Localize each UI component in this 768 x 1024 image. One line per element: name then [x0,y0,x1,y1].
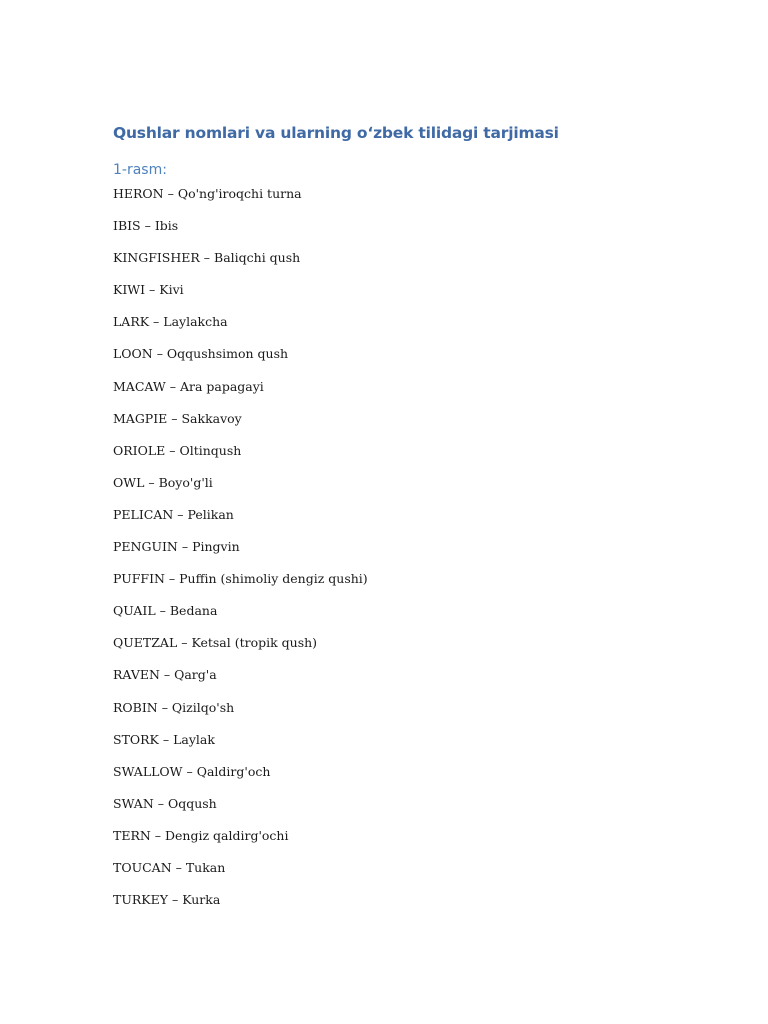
list-item: RAVEN – Qarg'a [113,667,217,683]
list-item: ORIOLE – Oltinqush [113,442,242,458]
list-item: MAGPIE – Sakkavoy [113,410,242,426]
list-item: ROBIN – Qizilqo'sh [113,699,235,715]
list-item: QUAIL – Bedana [113,603,218,619]
list-item: MACAW – Ara papagayi [113,378,264,394]
document-title: Qushlar nomlari va ularning oʻzbek tilidagi tarjimasi [113,124,559,142]
list-item: QUETZAL – Ketsal (tropik qush) [113,635,318,651]
list-item: KIWI – Kivi [113,282,184,298]
list-item: HERON – Qo'ng'iroqchi turna [113,186,302,201]
list-item: LARK – Laylakcha [113,314,228,330]
list-item: TOUCAN – Tukan [113,859,226,875]
list-item: STORK – Laylak [113,731,215,747]
section-heading: 1-rasm: [113,162,167,178]
list-item: PENGUIN – Pingvin [113,539,240,555]
bird-name-list [113,184,368,922]
list-item: TURKEY – Kurka [113,892,221,908]
list-item: SWAN – Oqqush [113,795,217,811]
list-item: LOON – Oqqushsimon qush [113,346,289,362]
list-item: PUFFIN – Puffin (shimoliy dengiz qushi) [113,571,368,587]
list-item: KINGFISHER – Baliqchi qush [113,250,301,266]
list-item: SWALLOW – Qaldirg'och [113,763,271,779]
list-item: PELICAN – Pelikan [113,506,234,522]
list-item: OWL – Boyo'g'li [113,474,213,490]
list-item: TERN – Dengiz qaldirg'ochi [113,827,289,843]
list-item: IBIS – Ibis [113,218,179,234]
